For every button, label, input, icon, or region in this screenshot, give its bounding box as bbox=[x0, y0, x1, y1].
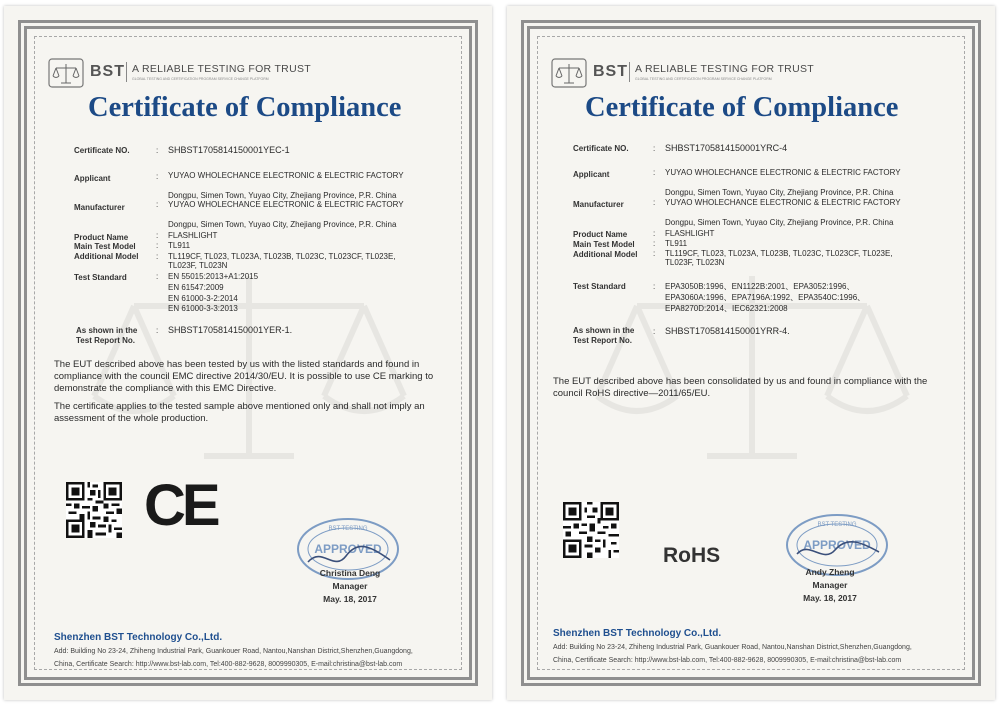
rohs-mark: RoHS bbox=[663, 544, 721, 567]
slogan: A RELIABLE TESTING FOR TRUST bbox=[132, 63, 311, 75]
main-test-model: TL911 bbox=[665, 239, 688, 248]
applicant-label: Applicant bbox=[74, 174, 111, 183]
certificate-no: SHBST1705814150001YEC-1 bbox=[168, 145, 290, 155]
applicant-address: Dongpu, Simen Town, Yuyao City, Zhejiang Province, P.R. China bbox=[168, 191, 397, 200]
colon: : bbox=[156, 172, 159, 181]
main-test-model: TL911 bbox=[168, 241, 191, 250]
manufacturer-name: YUYAO WHOLECHANCE ELECTRONIC & ELECTRIC FACTORY bbox=[168, 200, 404, 209]
colon: : bbox=[653, 327, 656, 336]
report-label-line1: As shown in the bbox=[76, 326, 138, 335]
certificate-no: SHBST1705814150001YRC-4 bbox=[665, 143, 788, 153]
colon: : bbox=[653, 229, 656, 238]
test-standard-item: EN 61000-3-3:2013 bbox=[168, 304, 238, 313]
colon: : bbox=[156, 200, 159, 209]
slogan-small: GLOBAL TESTING AND CERTIFICATION PROGRAM SERVICE CHANGE PLATFORM bbox=[132, 77, 269, 81]
colon: : bbox=[156, 231, 159, 240]
colon: : bbox=[653, 168, 656, 177]
compliance-statement: The EUT described above has been tested by us with the listed standards and found in compliance with the council EMC directive 2014/30/EU. It is possible to use CE marking to demonstrate the compliance with this EMC Directive. bbox=[54, 359, 434, 394]
manufacturer-address: Dongpu, Simen Town, Yuyao City, Zhejiang Province, P.R. China bbox=[665, 218, 894, 227]
report-label-line2: Test Report No. bbox=[76, 336, 135, 345]
applicant-name: YUYAO WHOLECHANCE ELECTRONIC & ELECTRIC FACTORY bbox=[665, 168, 901, 177]
company-name: Shenzhen BST Technology Co.,Ltd. bbox=[54, 632, 223, 643]
manufacturer-label: Manufacturer bbox=[74, 203, 125, 212]
product-name: FLASHLIGHT bbox=[665, 229, 715, 238]
company-contact: China, Certificate Search: http://www.bst-lab.com, Tel:400-882-9628, 8009990305, E-mail:christina@bst-lab.com bbox=[54, 661, 403, 668]
signer-name: Christina Deng bbox=[319, 568, 381, 578]
logo-text: BST bbox=[593, 63, 628, 80]
test-standard-label: Test Standard bbox=[573, 282, 626, 291]
test-standard-item: EPA3060A:1996、EPA7196A:1992、EPA3540C:1996、 bbox=[665, 293, 866, 302]
certificate-no-label: Certificate NO. bbox=[74, 146, 130, 155]
additional-model: TL119CF, TL023, TL023A, TL023B, TL023C, TL023CF, TL023E, TL023F, TL023N bbox=[665, 249, 893, 267]
colon: : bbox=[653, 239, 656, 248]
test-standard-item: EN 61547:2009 bbox=[168, 283, 224, 292]
certificate-no-label: Certificate NO. bbox=[573, 144, 629, 153]
product-name-label: Product Name bbox=[74, 233, 129, 242]
certificate-ce bbox=[4, 6, 492, 700]
colon: : bbox=[653, 249, 656, 258]
compliance-statement: The EUT described above has been consolidated by us and found in compliance with the council RoHS directive—2011/65/EU. bbox=[553, 376, 928, 399]
issue-date: May. 18, 2017 bbox=[323, 594, 377, 604]
qr-code-icon bbox=[563, 502, 619, 558]
slogan-small: GLOBAL TESTING AND CERTIFICATION PROGRAM SERVICE CHANGE PLATFORM bbox=[635, 77, 772, 81]
additional-model-label: Additional Model bbox=[74, 252, 139, 261]
slogan: A RELIABLE TESTING FOR TRUST bbox=[635, 63, 814, 75]
stamp-ring-text: BST TESTING bbox=[328, 526, 368, 532]
company-address: Add: Building No 23-24, Zhiheng Industrial Park, Guankouer Road, Nantou,Nanshan District,Shenzhen,Guangdong, bbox=[553, 644, 912, 651]
certificate-title: Certificate of Compliance bbox=[585, 92, 899, 123]
colon: : bbox=[653, 144, 656, 153]
logo-divider bbox=[629, 62, 630, 82]
logo-divider bbox=[126, 62, 127, 82]
report-label-line2: Test Report No. bbox=[573, 336, 632, 345]
company-address: Add: Building No 23-24, Zhiheng Industrial Park, Guankouer Road, Nantou,Nanshan District,Shenzhen,Guangdong, bbox=[54, 648, 413, 655]
company-name: Shenzhen BST Technology Co.,Ltd. bbox=[553, 628, 722, 639]
manufacturer-label: Manufacturer bbox=[573, 200, 624, 209]
applicant-label: Applicant bbox=[573, 170, 610, 179]
report-label-line1: As shown in the bbox=[573, 326, 635, 335]
product-name: FLASHLIGHT bbox=[168, 231, 218, 240]
stamp-ring-text: BST TESTING bbox=[817, 522, 857, 528]
bst-scales-logo-icon bbox=[48, 58, 84, 88]
product-name-label: Product Name bbox=[573, 230, 628, 239]
colon: : bbox=[653, 282, 656, 291]
qr-code-icon bbox=[66, 482, 122, 538]
colon: : bbox=[156, 146, 159, 155]
test-standard-item: EPA8270D:2014、IEC62321:2008 bbox=[665, 304, 788, 313]
test-standard-item: EN 61000-3-2:2014 bbox=[168, 294, 238, 303]
report-no: SHBST1705814150001YRR-4. bbox=[665, 326, 790, 336]
additional-model-label: Additional Model bbox=[573, 250, 638, 259]
main-test-model-label: Main Test Model bbox=[74, 242, 136, 251]
manufacturer-name: YUYAO WHOLECHANCE ELECTRONIC & ELECTRIC FACTORY bbox=[665, 198, 901, 207]
stamp-text: APPROVED bbox=[803, 538, 871, 552]
ce-mark: CE bbox=[144, 473, 217, 538]
colon: : bbox=[156, 326, 159, 335]
bst-scales-logo-icon bbox=[551, 58, 587, 88]
manufacturer-address: Dongpu, Simen Town, Yuyao City, Zhejiang Province, P.R. China bbox=[168, 220, 397, 229]
signer-name: Andy Zheng bbox=[805, 567, 855, 577]
colon: : bbox=[156, 241, 159, 250]
colon: : bbox=[156, 252, 159, 261]
test-standard-item: EN 55015:2013+A1:2015 bbox=[168, 272, 259, 281]
main-test-model-label: Main Test Model bbox=[573, 240, 635, 249]
report-no: SHBST1705814150001YER-1. bbox=[168, 325, 293, 335]
issue-date: May. 18, 2017 bbox=[803, 593, 857, 603]
certificate-rohs bbox=[507, 6, 995, 700]
scope-statement: The certificate applies to the tested sample above mentioned only and shall not imply an assessment of the whole production. bbox=[54, 401, 425, 424]
colon: : bbox=[653, 198, 656, 207]
applicant-address: Dongpu, Simen Town, Yuyao City, Zhejiang Province, P.R. China bbox=[665, 188, 894, 197]
signer-role: Manager bbox=[332, 581, 368, 591]
additional-model: TL119CF, TL023, TL023A, TL023B, TL023C, TL023CF, TL023E, TL023F, TL023N bbox=[168, 252, 396, 270]
test-standard-item: EPA3050B:1996、EN1122B:2001、EPA3052:1996、 bbox=[665, 282, 855, 291]
certificate-title: Certificate of Compliance bbox=[88, 92, 402, 123]
company-contact: China, Certificate Search: http://www.bst-lab.com, Tel:400-882-9628, 8009990305, E-mail:christina@bst-lab.com bbox=[553, 657, 902, 664]
stamp-text: APPROVED bbox=[314, 542, 382, 556]
logo-text: BST bbox=[90, 63, 125, 80]
applicant-name: YUYAO WHOLECHANCE ELECTRONIC & ELECTRIC FACTORY bbox=[168, 171, 404, 180]
signer-role: Manager bbox=[812, 580, 848, 590]
colon: : bbox=[156, 272, 159, 281]
test-standard-label: Test Standard bbox=[74, 273, 127, 282]
